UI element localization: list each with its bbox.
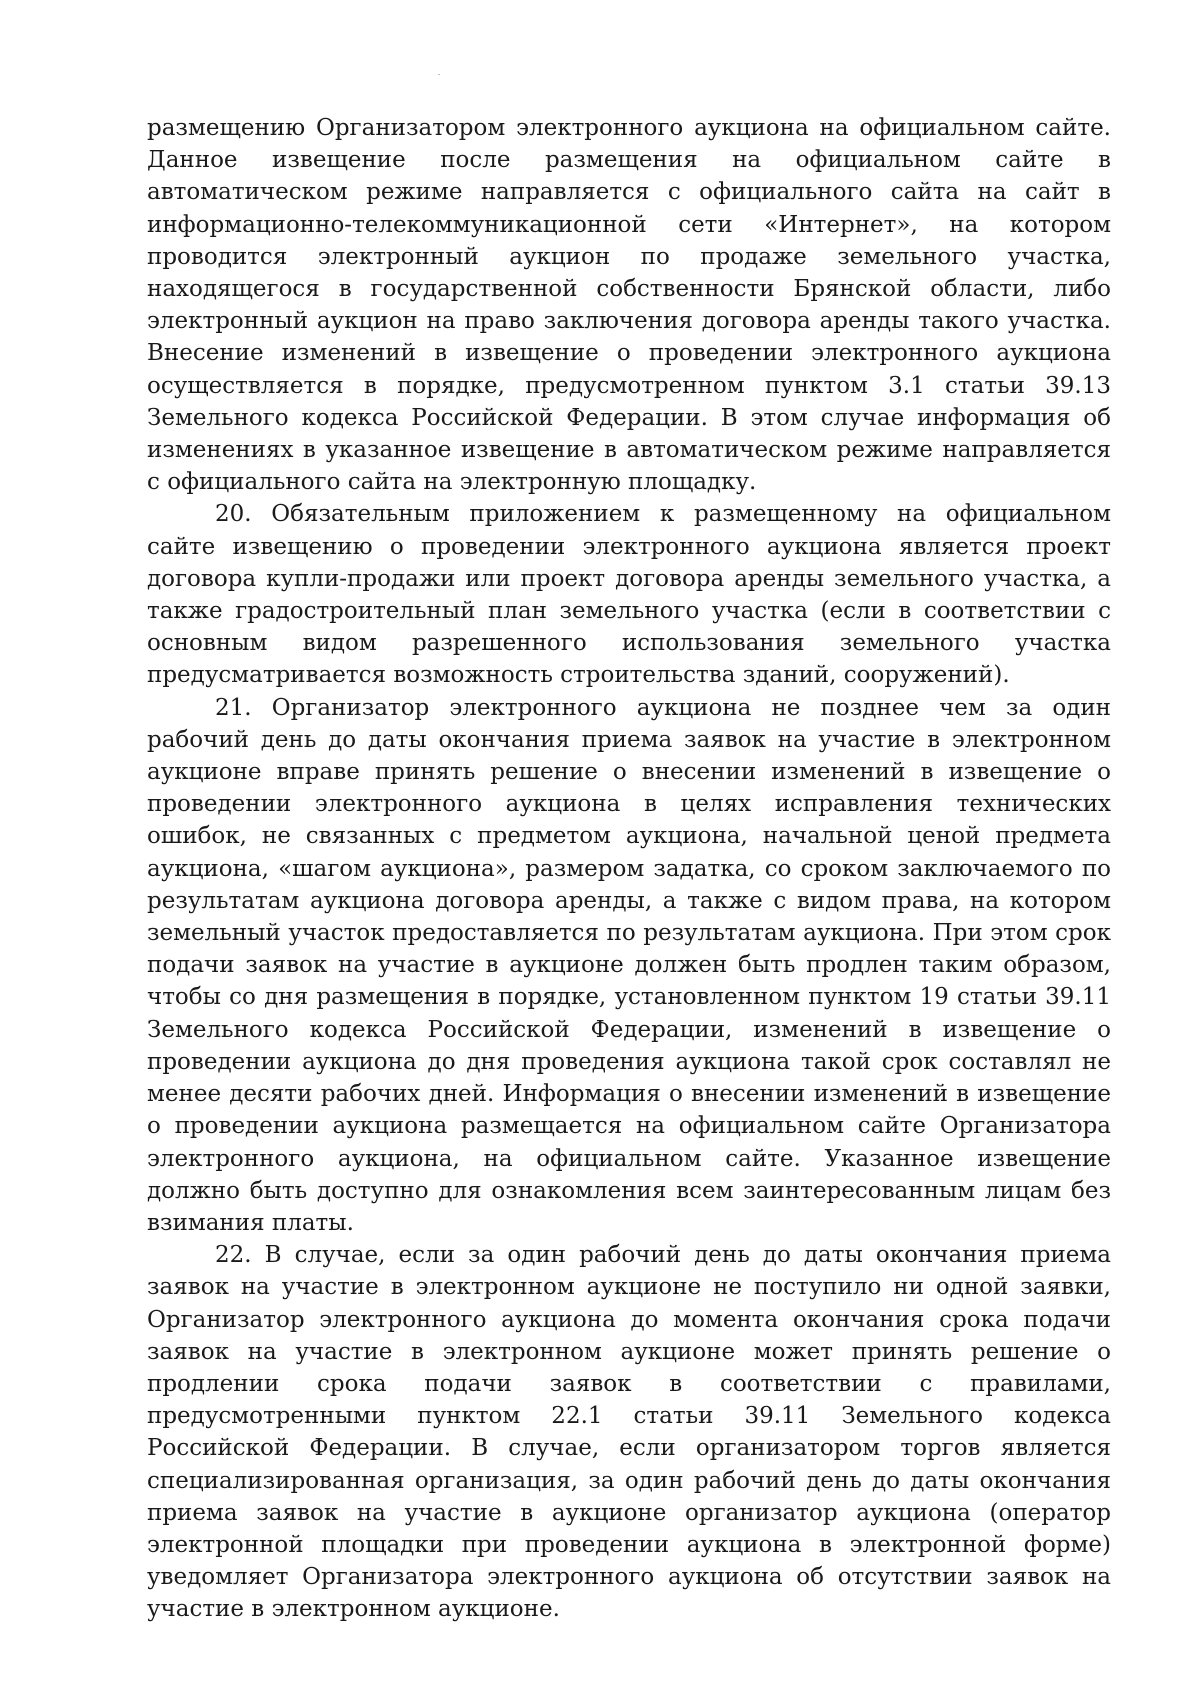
paragraph-continuation: размещению Организатором электронного аукциона на официальном сайте. Данное извещение после размещения на официальном сайте в автоматическом режиме направляется с официального сайта на сайт в информационно-телекоммуникационной сети «Интернет», на котором проводится электронный аукцион по продаже земельного участка, находящегося в государственной собственности Брянской области, либо электронный аукцион на право заключения договора аренды такого участка. Внесение изменений в извещение о проведении электронного аукциона осуществляется в порядке, предусмотренном пунктом 3.1 статьи 39.13 Земельного кодекса Российской Федерации. В этом случае информация об изменениях в указанное извещение в автоматическом режиме направляется с официального сайта на электронную площадку.	[147, 115, 1111, 496]
document-body	[147, 112, 1111, 1626]
paragraph-item-22: 22. В случае, если за один рабочий день до даты окончания приема заявок на участие в электронном аукционе не поступило ни одной заявки, Организатор электронного аукциона до момента окончания срока подачи заявок на участие в электронном аукционе может принять решение о продлении срока подачи заявок в соответствии с правилами, предусмотренными пунктом 22.1 статьи 39.11 Земельного кодекса Российской Федерации. В случае, если организатором торгов является специализированная организация, за один рабочий день до даты окончания приема заявок на участие в аукционе организатор аукциона (оператор электронной площадки при проведении аукциона в электронной форме) уведомляет Организатора электронного аукциона об отсутствии заявок на участие в электронном аукционе.	[147, 1242, 1111, 1623]
scan-speck	[438, 74, 440, 75]
paragraph-item-20: 20. Обязательным приложением к размещенному на официальном сайте извещению о проведении электронного аукциона является проект договора купли-продажи или проект договора аренды земельного участка, а также градостроительный план земельного участка (если в соответствии с основным видом разрешенного использования земельного участка предусматривается возможность строительства зданий, сооружений).	[147, 501, 1111, 689]
paragraph-item-21: 21. Организатор электронного аукциона не позднее чем за один рабочий день до даты окончания приема заявок на участие в электронном аукционе вправе принять решение о внесении изменений в извещение о проведении электронного аукциона в целях исправления технических ошибок, не связанных с предметом аукциона, начальной ценой предмета аукциона, «шагом аукциона», размером задатка, со сроком заключаемого по результатам аукциона договора аренды, а также с видом права, на котором земельный участок предоставляется по результатам аукциона. При этом срок подачи заявок на участие в аукционе должен быть продлен таким образом, чтобы со дня размещения в порядке, установленном пунктом 19 статьи 39.11 Земельного кодекса Российской Федерации, изменений в извещение о проведении аукциона до дня проведения аукциона такой срок составлял не менее десяти рабочих дней. Информация о внесении изменений в извещение о проведении аукциона размещается на официальном сайте Организатора электронного аукциона, на официальном сайте. Указанное извещение должно быть доступно для ознакомления всем заинтересованным лицам без взимания платы.	[147, 694, 1111, 1236]
